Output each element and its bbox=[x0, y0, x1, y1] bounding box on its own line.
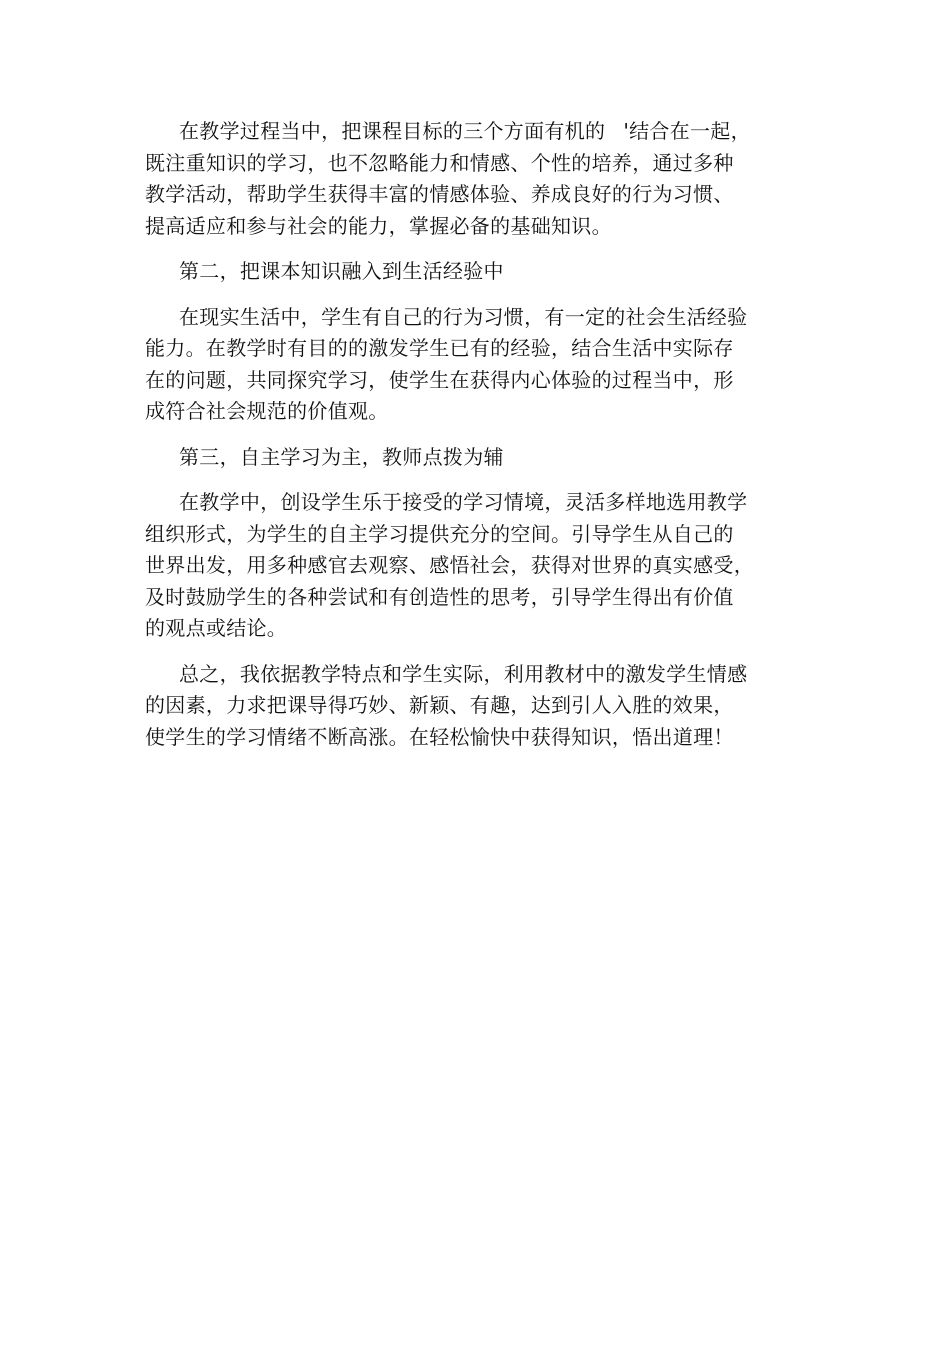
text-line: 提高适应和参与社会的能力，掌握必备的基础知识。 bbox=[145, 213, 612, 238]
text-line: 成符合社会规范的价值观。 bbox=[145, 399, 389, 423]
document-body bbox=[145, 116, 785, 767]
section-heading-3 bbox=[145, 442, 785, 474]
paragraph-conclusion bbox=[145, 659, 785, 754]
text-line: 教学活动，帮助学生获得丰富的情感体验、养成良好的行为习惯、 bbox=[145, 182, 734, 206]
text-line: 既注重知识的学习，也不忽略能力和情感、个性的培养，通过多种 bbox=[145, 150, 734, 175]
text-line: 总之，我依据教学特点和学生实际，利用教材中的激发学生情感 bbox=[179, 661, 748, 686]
text-line: 在的问题，共同探究学习，使学生在获得内心体验的过程当中，形 bbox=[145, 367, 734, 392]
paragraph-life-experience bbox=[145, 302, 785, 428]
heading-text: 第三，自主学习为主，教师点拨为辅 bbox=[179, 444, 504, 469]
text-line: 组织形式，为学生的自主学习提供充分的空间。引导学生从自己的 bbox=[145, 521, 734, 546]
text-line: 使学生的学习情绪不断高涨。在轻松愉快中获得知识，悟出道理！ bbox=[145, 724, 734, 749]
text-line: 在现实生活中，学生有自己的行为习惯，有一定的社会生活经验 bbox=[179, 304, 748, 329]
text-fragment: '结合在一起， bbox=[623, 119, 751, 143]
text-line: 的观点或结论。 bbox=[145, 616, 288, 640]
text-line bbox=[145, 116, 785, 148]
section-heading-2 bbox=[145, 256, 785, 288]
text-line: 世界出发，用多种感官去观察、感悟社会，获得对世界的真实感受， bbox=[145, 553, 754, 577]
text-fragment: 在教学过程当中，把课程目标的三个方面有机的 bbox=[179, 119, 606, 143]
heading-text: 第二，把课本知识融入到生活经验中 bbox=[179, 259, 504, 283]
text-line: 在教学中，创设学生乐于接受的学习情境，灵活多样地选用教学 bbox=[179, 490, 748, 514]
text-line: 及时鼓励学生的各种尝试和有创造性的思考，引导学生得出有价值 bbox=[145, 584, 734, 609]
paragraph-self-learning bbox=[145, 487, 785, 645]
paragraph-intro bbox=[145, 116, 785, 242]
text-line: 能力。在教学时有目的的激发学生已有的经验，结合生活中实际存 bbox=[145, 336, 734, 360]
text-line: 的因素，力求把课导得巧妙、新颖、有趣，达到引人入胜的效果， bbox=[145, 693, 734, 717]
